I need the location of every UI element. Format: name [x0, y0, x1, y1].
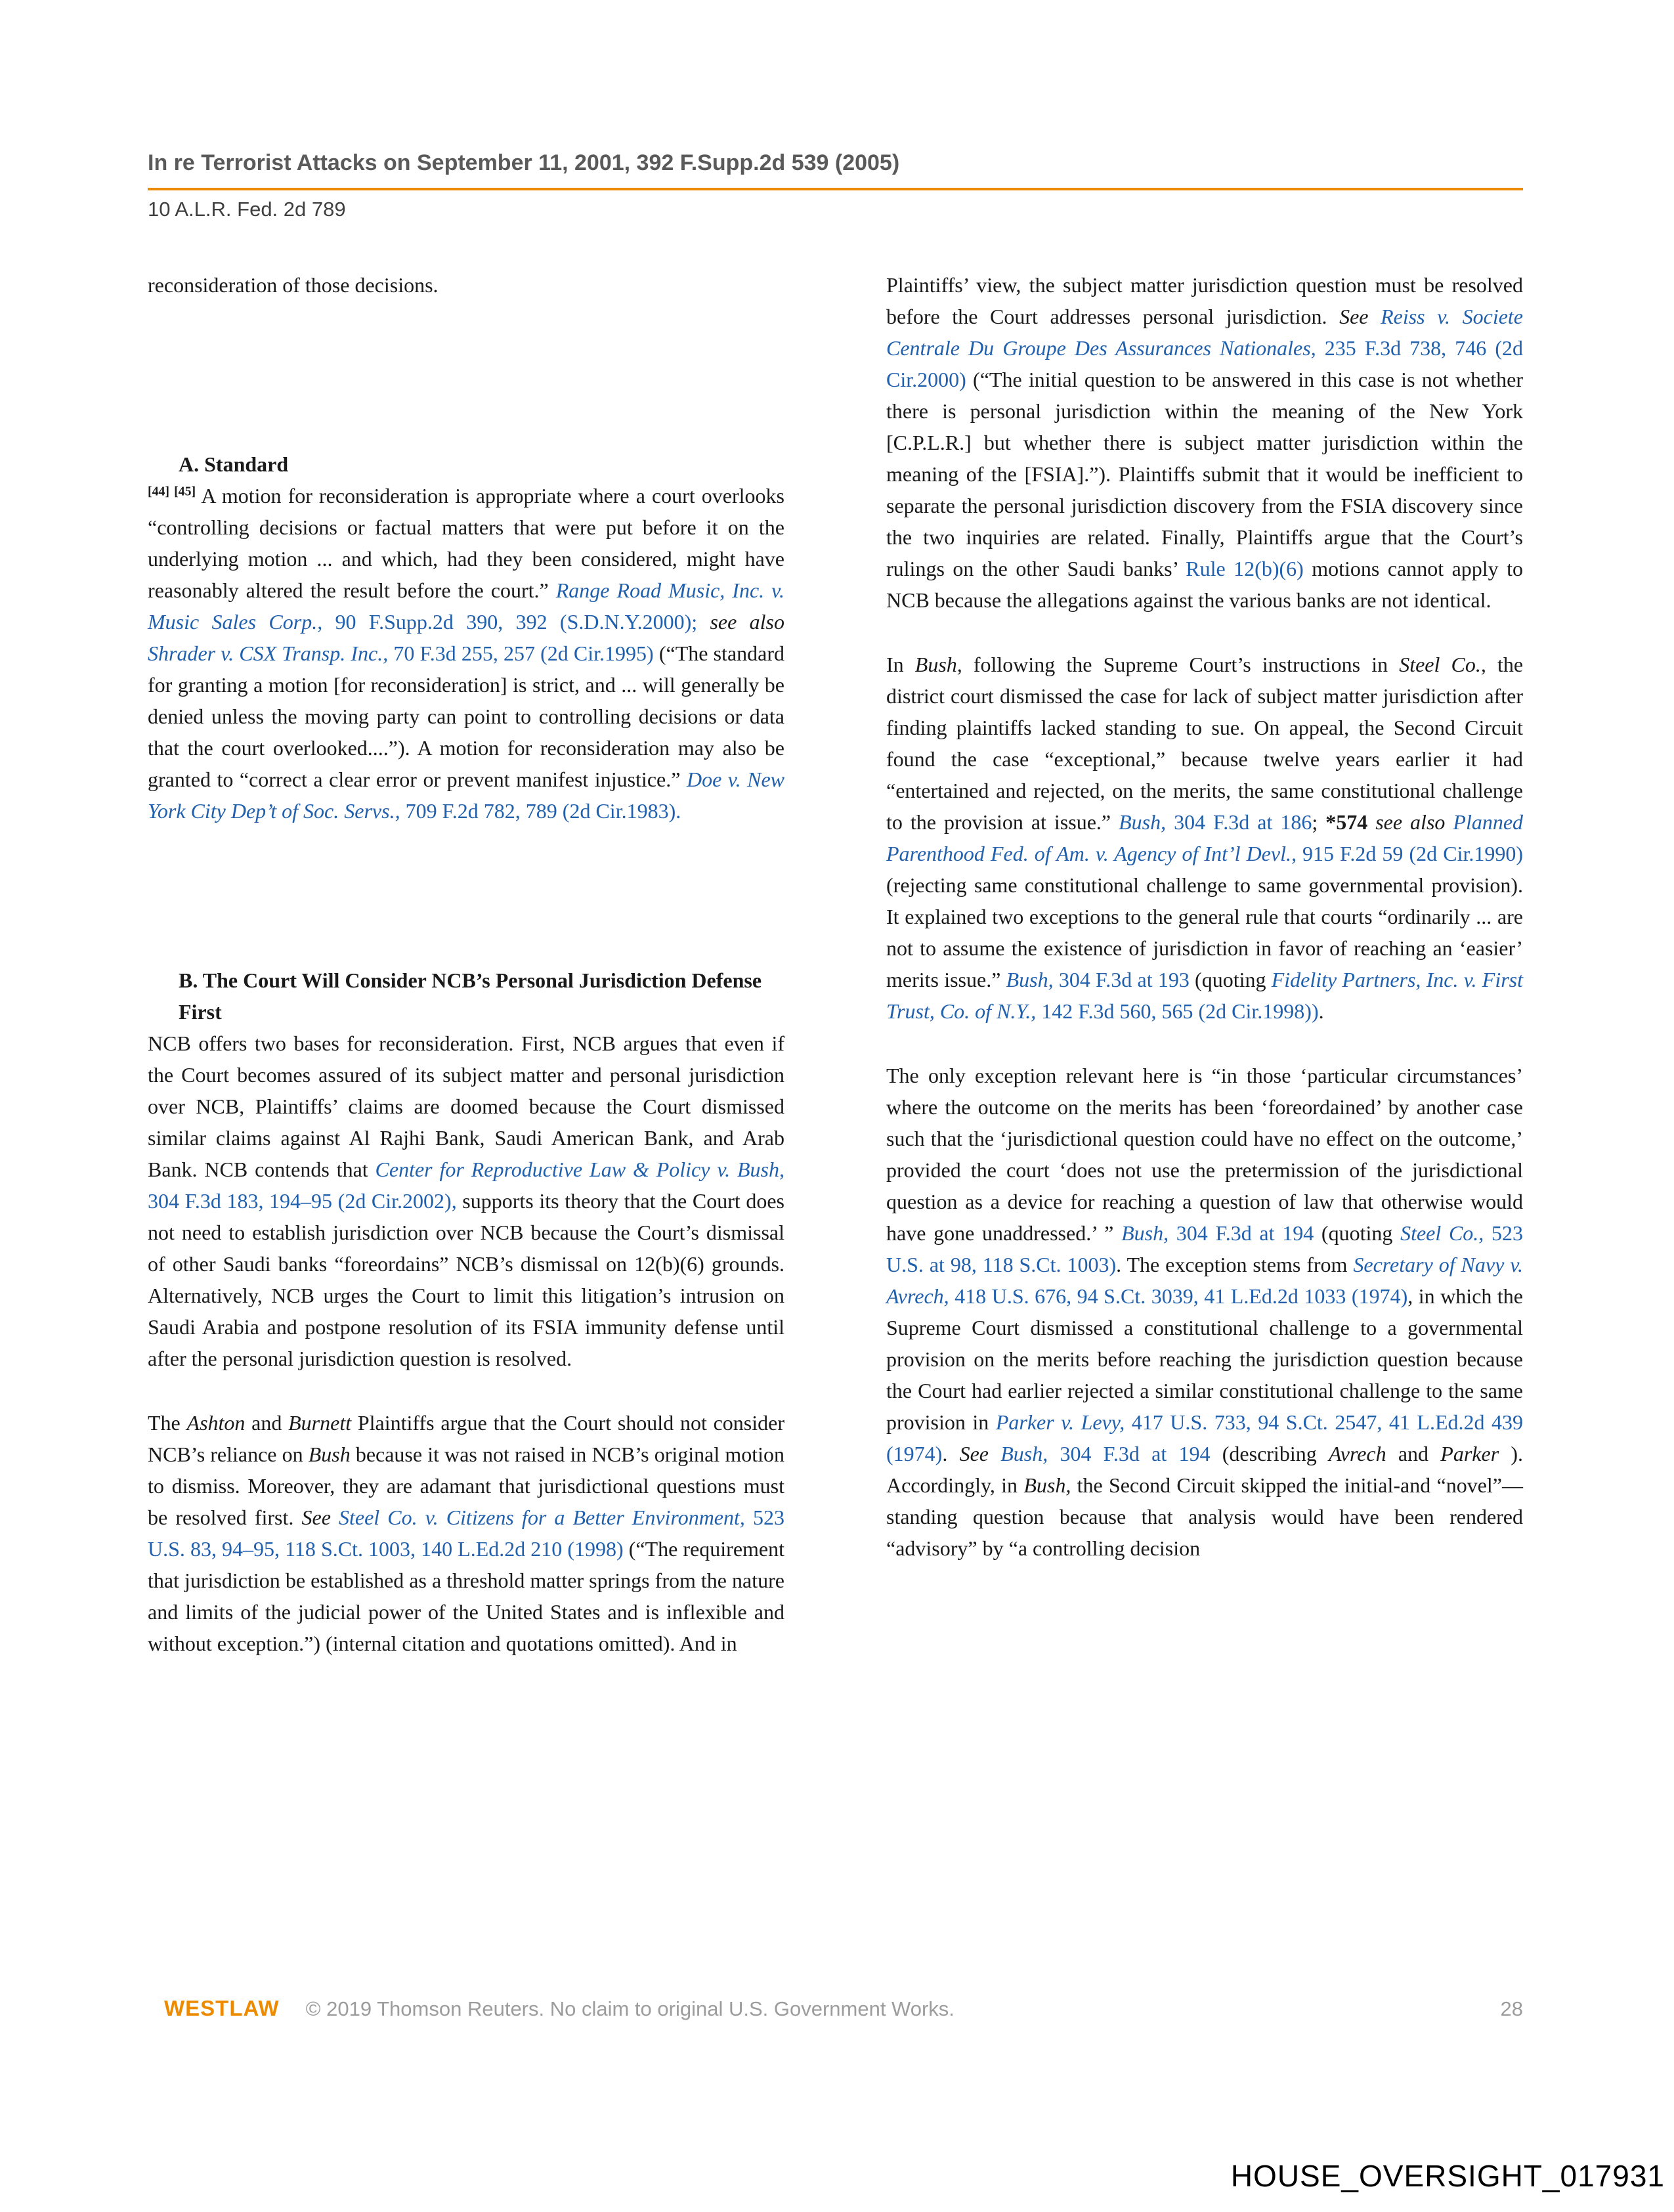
westlaw-logo: WESTLAW — [164, 1996, 280, 2020]
text-run: Ashton — [186, 1411, 246, 1435]
text-run: The — [148, 1411, 187, 1435]
header-divider — [148, 188, 1523, 190]
text-run: supports its theory that the Court does not need to establish jurisdiction over NCB because the Court’s dismissal of other Saudi banks “foreordains” NCB’s dismissal on 12(b)(6) grounds. Alternatively, NCB urges the Court to limit this litigation’s intrusion on Saudi Arabia and postpone resolution of its FSIA immunity defense until after the personal jurisdiction question is resolved. — [148, 1189, 785, 1370]
text-run: see also — [1367, 810, 1453, 834]
text-run: (describing — [1210, 1442, 1329, 1465]
footer-page-number: 28 — [1500, 1997, 1523, 2020]
citation-link[interactable]: 304 F.3d at 186 — [1166, 810, 1312, 834]
text-run: See — [1339, 305, 1381, 328]
citation-link[interactable]: Bush, — [1006, 968, 1054, 991]
section-heading — [148, 448, 784, 480]
text-run: See — [959, 1442, 1001, 1465]
citation-link[interactable]: Bush, — [1121, 1221, 1169, 1245]
footer-copyright: © 2019 Thomson Reuters. No claim to original U.S. Government Works. — [305, 1997, 955, 2020]
text-run: Bush, — [914, 653, 962, 676]
vertical-spacer — [148, 1374, 784, 1407]
body-paragraph — [148, 269, 784, 301]
citation-link[interactable]: Range Road Music, Inc. v. Music Sales Corp., — [148, 578, 785, 634]
text-run: Bush — [308, 1442, 351, 1466]
citation-link[interactable]: 70 F.3d 255, 257 (2d Cir.1995) — [388, 641, 654, 665]
text-run: In — [886, 653, 915, 676]
citation-link[interactable]: 304 F.3d at 194 — [1169, 1221, 1314, 1245]
text-run: (quoting — [1314, 1221, 1401, 1245]
citation-link[interactable]: 417 U.S. 733, 94 S.Ct. 2547, 41 L.Ed.2d 439 (1974) — [886, 1410, 1524, 1465]
citation-link[interactable]: 90 F.Supp.2d 390, 392 (S.D.N.Y.2000); — [322, 610, 698, 634]
text-run: *574 — [1325, 810, 1368, 834]
citation-link[interactable]: Planned Parenthood Fed. of Am. v. Agency of Int’l Devl., — [886, 810, 1524, 865]
right-column — [886, 269, 1523, 1659]
citation-link[interactable]: 304 F.3d at 193 — [1053, 968, 1190, 991]
text-run: ; — [1312, 810, 1326, 834]
text-run: . — [1318, 999, 1324, 1023]
citation-link[interactable]: 709 F.2d 782, 789 (2d Cir.1983). — [400, 799, 681, 823]
section-heading — [148, 965, 784, 1028]
text-run: Plaintiffs argue that the Court should not consider NCB’s reliance on — [148, 1411, 785, 1466]
citation-link[interactable]: Rule 12(b)(6) — [1186, 557, 1304, 580]
bates-stamp: HOUSE_OVERSIGHT_017931 — [1230, 2159, 1665, 2193]
text-run: (rejecting same constitutional challenge to same governmental provision). It explained two exceptions to the general rule that courts “ordinarily ... are not to assume the existence of jurisdiction in favor of reaching an ‘easier’ merits issue.” — [886, 873, 1523, 991]
body-paragraph — [148, 480, 784, 827]
text-run: and — [245, 1411, 289, 1435]
text-run: . — [942, 1442, 960, 1465]
text-run: NCB offers two bases for reconsideration. First, NCB argues that even if the Court becomes assured of its subject matter and personal jurisdiction over NCB, Plaintiffs’ claims are doomed because the Court dismissed similar claims against Al Rajhi Bank, Saudi American Bank, and Arab Bank. NCB contends that — [148, 1031, 784, 1181]
text-run: because it was not raised in NCB’s original motion to dismiss. Moreover, they are adamant that jurisdictional questions must be resolved first. — [148, 1442, 785, 1529]
body-paragraph — [886, 649, 1523, 1027]
text-run: Plaintiffs’ view, the subject matter jurisdiction question must be resolved before the Court addresses personal jurisdiction. — [886, 273, 1523, 328]
text-run: B. The Court Will Consider NCB’s Personal Jurisdiction Defense First — [179, 968, 762, 1024]
body-paragraph — [886, 1060, 1523, 1564]
text-run: (“The initial question to be answered in this case is not whether there is personal jurisdiction within the meaning of the New York [C.P.L.R.] but whether there is subject matter jurisdiction within the meaning of the [FSIA].”). Plaintiffs submit that it would be inefficient to separate the personal jurisdiction discovery from the FSIA discovery since the two inquiries are related. Finally, Plaintiffs argue that the Court’s rulings on the other Saudi banks’ — [886, 368, 1523, 580]
body-paragraph — [148, 1028, 784, 1374]
text-run: see also — [697, 610, 785, 634]
vertical-spacer — [886, 1027, 1523, 1060]
text-run: , in which the Supreme Court dismissed a constitutional challenge to a governmental provision on the merits before reaching the jurisdiction question because the Court had earlier rejected a similar constitutional challenge to the same provision in — [886, 1284, 1524, 1434]
text-run: (“The standard for granting a motion [for reconsideration] is strict, and ... will generally be denied unless the moving party can point to controlling decisions or data that the court overlooked....”). A motion for reconsideration may also be granted to “correct a clear error or prevent manifest injustice.” — [148, 641, 784, 791]
text-run: Parker — [1440, 1442, 1499, 1465]
text-run: ). Accordingly, in — [886, 1442, 1524, 1497]
text-run: reconsideration of those decisions. — [148, 273, 439, 297]
citation-link[interactable]: Bush, — [1119, 810, 1167, 834]
document-header — [148, 150, 1523, 222]
headnote-ref: [44] — [148, 484, 170, 499]
document-footer — [148, 1996, 1523, 2021]
headnote-ref: [45] — [174, 484, 196, 499]
body-paragraph — [148, 1407, 784, 1659]
text-run: and — [1386, 1442, 1441, 1465]
case-title: In re Terrorist Attacks on September 11, 2001, 392 F.Supp.2d 539 (2005) — [148, 150, 900, 175]
citation-link[interactable]: Fidelity Partners, Inc. v. First Trust, Co. of N.Y., — [886, 968, 1524, 1023]
text-run: following the Supreme Court’s instructions in — [962, 653, 1400, 676]
left-column — [148, 269, 784, 1659]
document-body — [148, 269, 1523, 1659]
citation-link[interactable]: 418 U.S. 676, 94 S.Ct. 3039, 41 L.Ed.2d 1033 (1974) — [949, 1284, 1408, 1308]
text-run: A motion for reconsideration is appropriate where a court overlooks “controlling decisions or factual matters that were put before it on the underlying motion ... and which, had they been considered, might have reasonably altered the result before the court.” — [148, 484, 784, 602]
vertical-spacer — [886, 616, 1523, 649]
citation-link[interactable]: Shrader v. CSX Transp. Inc., — [148, 641, 389, 665]
citation-link[interactable]: 523 U.S. 83, 94–95, 118 S.Ct. 1003, 140 L.Ed.2d 210 (1998) — [148, 1506, 784, 1561]
citation-link[interactable]: 523 U.S. at 98, 118 S.Ct. 1003) — [886, 1221, 1523, 1276]
citation-link[interactable]: Bush, — [1000, 1442, 1048, 1465]
body-paragraph — [886, 269, 1523, 616]
vertical-spacer — [148, 301, 784, 448]
text-run: See — [301, 1506, 339, 1529]
text-run: Avrech — [1328, 1442, 1386, 1465]
text-run: the Second Circuit skipped the initial-and “novel”—standing question because that analysis would have been rendered “advisory” by “a controlling decision — [886, 1473, 1524, 1560]
text-run: motions cannot apply to NCB because the allegations against the various banks are not identical. — [886, 557, 1524, 612]
citation-link[interactable]: Reiss v. Societe Centrale Du Groupe Des Assurances Nationales, — [886, 305, 1524, 360]
citation-link[interactable]: Parker v. Levy, — [995, 1410, 1125, 1434]
citation-link[interactable]: Center for Reproductive Law & Policy v. Bush, — [375, 1158, 785, 1181]
citation-link[interactable]: Secretary of Navy v. Avrech, — [886, 1253, 1524, 1308]
citation-link[interactable]: 304 F.3d at 194 — [1048, 1442, 1211, 1465]
text-run: Burnett — [288, 1411, 352, 1435]
text-run: the district court dismissed the case for lack of subject matter jurisdiction after finding plaintiffs lacked standing to sue. On appeal, the Second Circuit found the case “exceptional,” because twelve years earlier it had “entertained and rejected, on the merits, the same constitutional challenge to the provision at issue.” — [886, 653, 1524, 834]
text-run: A. Standard — [179, 452, 289, 476]
text-run: . The exception stems from — [1116, 1253, 1354, 1276]
citation-link[interactable]: Doe v. New York City Dep’t of Soc. Servs., — [148, 768, 785, 823]
parallel-citation: 10 A.L.R. Fed. 2d 789 — [148, 198, 346, 221]
citation-link[interactable]: 235 F.3d 738, 746 (2d Cir.2000) — [886, 336, 1524, 391]
citation-link[interactable]: 142 F.3d 560, 565 (2d Cir.1998)) — [1036, 999, 1319, 1023]
text-run: Bush, — [1023, 1473, 1071, 1497]
citation-link[interactable]: 304 F.3d 183, 194–95 (2d Cir.2002), — [148, 1189, 457, 1213]
text-run: The only exception relevant here is “in those ‘particular circumstances’ where the outcome on the merits has been ‘foreordained’ by another case such that the ‘jurisdictional question could have no effect on the outcome,’ provided the court ‘does not use the pretermission of the jurisdictional question as a device for reaching a question of law that otherwise would have gone unaddressed.’ ” — [886, 1064, 1523, 1245]
citation-link[interactable]: Steel Co., — [1400, 1221, 1484, 1245]
citation-link[interactable]: Steel Co. v. Citizens for a Better Environment, — [339, 1506, 745, 1529]
text-run: Steel Co., — [1399, 653, 1486, 676]
citation-link[interactable]: 915 F.2d 59 (2d Cir.1990) — [1296, 842, 1524, 865]
text-run: (quoting — [1189, 968, 1272, 991]
text-run: (“The requirement that jurisdiction be established as a threshold matter springs from the nature and limits of the judicial power of the United States and is inflexible and without exception.”) (internal citation and quotations omitted). And in — [148, 1537, 785, 1655]
vertical-spacer — [148, 827, 784, 965]
